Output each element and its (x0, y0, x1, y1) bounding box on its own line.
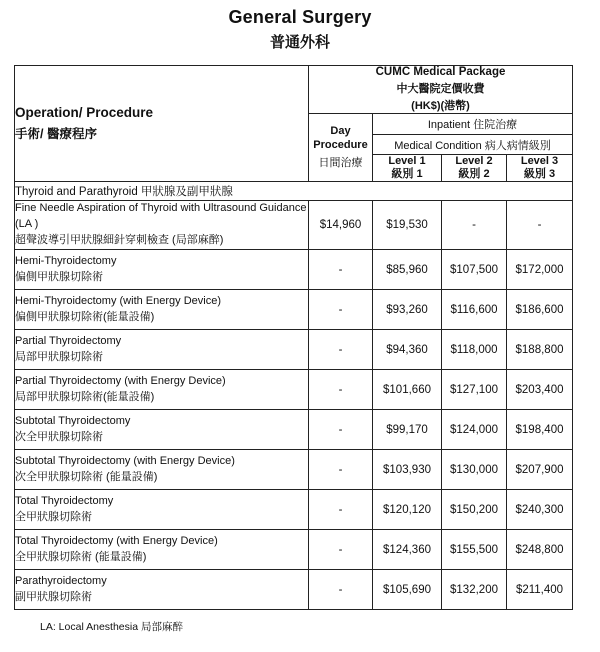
price-level3: $186,600 (507, 290, 573, 330)
price-level3: $240,300 (507, 490, 573, 530)
header-operation-zh: 手術/ 醫療程序 (15, 127, 97, 142)
price-day: - (309, 250, 373, 290)
table-row (15, 370, 573, 410)
procedure-name-zh: 偏側甲狀腺切除術 (15, 270, 103, 283)
procedure-name (15, 410, 309, 450)
price-level3: $198,400 (507, 410, 573, 450)
procedure-name (15, 530, 309, 570)
header-day-procedure (309, 114, 373, 182)
header-day-line1: Day (330, 125, 351, 138)
procedure-name-zh: 全甲狀腺切除術 (15, 510, 92, 523)
procedure-name-en: Subtotal Thyroidectomy (with Energy Device) (15, 454, 235, 467)
procedure-name-zh: 超聲波導引甲狀腺細針穿刺檢查 (局部麻醉) (15, 234, 224, 247)
header-operation-en: Operation/ Procedure (15, 105, 154, 121)
price-level2: $124,000 (442, 410, 507, 450)
price-level1: $103,930 (373, 450, 442, 490)
price-day: - (309, 450, 373, 490)
procedure-name-en: Partial Thyroidectomy (15, 334, 122, 347)
header-medical-condition: Medical Condition 病人病情級別 (373, 135, 573, 155)
table-row (15, 450, 573, 490)
price-day: - (309, 490, 373, 530)
price-level2: $130,000 (442, 450, 507, 490)
procedure-name-en: Total Thyroidectomy (15, 494, 114, 507)
price-level2: $116,600 (442, 290, 507, 330)
price-level2: - (442, 201, 507, 250)
procedure-name-en: Hemi-Thyroidectomy (15, 254, 117, 267)
table-row (15, 250, 573, 290)
price-level2: $150,200 (442, 490, 507, 530)
procedure-name-zh: 全甲狀腺切除術 (能量設備) (15, 550, 147, 563)
level1-en: Level 1 (388, 155, 426, 167)
header-level-3 (507, 155, 573, 182)
price-level3: $188,800 (507, 330, 573, 370)
header-operation-procedure (15, 66, 309, 182)
price-level3: $248,800 (507, 530, 573, 570)
table-row (15, 290, 573, 330)
price-day: - (309, 530, 373, 570)
procedure-name-en: Hemi-Thyroidectomy (with Energy Device) (15, 294, 221, 307)
price-level1: $85,960 (373, 250, 442, 290)
header-level-1 (373, 155, 442, 182)
table-row (15, 201, 573, 250)
procedure-name (15, 450, 309, 490)
procedure-name (15, 201, 309, 250)
header-day-zh: 日間治療 (318, 156, 363, 169)
procedure-name-en: Subtotal Thyroidectomy (15, 414, 131, 427)
procedure-name (15, 250, 309, 290)
procedure-name-zh: 局部甲狀腺切除術(能量設備) (15, 390, 155, 403)
header-package-line3: (HK$)(港幣) (411, 100, 470, 112)
procedure-name-en: Total Thyroidectomy (with Energy Device) (15, 534, 218, 547)
price-level2: $132,200 (442, 570, 507, 610)
level3-en: Level 3 (520, 155, 559, 167)
section-row (15, 182, 573, 201)
level2-en: Level 2 (455, 155, 493, 167)
price-level3: $172,000 (507, 250, 573, 290)
header-level-2 (442, 155, 507, 182)
procedure-name-zh: 偏側甲狀腺切除術(能量設備) (15, 310, 155, 323)
price-day: - (309, 330, 373, 370)
price-level1: $124,360 (373, 530, 442, 570)
procedure-name (15, 370, 309, 410)
fees-table (14, 65, 573, 610)
page-title-english: General Surgery (228, 7, 372, 27)
price-level2: $127,100 (442, 370, 507, 410)
price-level1: $94,360 (373, 330, 442, 370)
table-row (15, 490, 573, 530)
price-level1: $101,660 (373, 370, 442, 410)
procedure-name-zh: 局部甲狀腺切除術 (15, 350, 103, 363)
procedure-name-zh: 次全甲狀腺切除術 (能量設備) (15, 470, 158, 483)
table-row (15, 570, 573, 610)
price-level1: $19,530 (373, 201, 442, 250)
header-package-line1: CUMC Medical Package (375, 66, 506, 78)
header-inpatient: Inpatient 住院治療 (373, 114, 573, 135)
price-day: - (309, 370, 373, 410)
section-title: Thyroid and Parathyroid 甲狀腺及副甲狀腺 (15, 182, 573, 201)
price-level3: $207,900 (507, 450, 573, 490)
procedure-name (15, 290, 309, 330)
procedure-name (15, 330, 309, 370)
header-cumc-package (309, 66, 573, 114)
procedure-name-en: Parathyroidectomy (15, 574, 107, 587)
page-title (0, 7, 600, 52)
table-row (15, 530, 573, 570)
price-level3: - (507, 201, 573, 250)
footnote-la-local-anesthesia: LA: Local Anesthesia 局部麻醉 (40, 621, 183, 634)
price-level2: $107,500 (442, 250, 507, 290)
level3-zh: 級別 3 (523, 168, 556, 181)
price-day: - (309, 570, 373, 610)
price-level3: $203,400 (507, 370, 573, 410)
price-level2: $118,000 (442, 330, 507, 370)
price-level2: $155,500 (442, 530, 507, 570)
procedure-name-zh: 次全甲狀腺切除術 (15, 430, 103, 443)
procedure-name-zh: 副甲狀腺切除術 (15, 590, 92, 603)
price-day: - (309, 410, 373, 450)
level2-zh: 級別 2 (458, 168, 490, 181)
procedure-name (15, 490, 309, 530)
price-level1: $99,170 (373, 410, 442, 450)
table-row (15, 330, 573, 370)
header-day-line2: Procedure (313, 139, 368, 152)
price-level1: $120,120 (373, 490, 442, 530)
procedure-name (15, 570, 309, 610)
price-level1: $105,690 (373, 570, 442, 610)
level1-zh: 級別 1 (391, 168, 423, 181)
table-row (15, 410, 573, 450)
page-title-chinese: 普通外科 (269, 34, 330, 51)
procedure-name-en: Partial Thyroidectomy (with Energy Device) (15, 374, 226, 387)
procedure-name-en: Fine Needle Aspiration of Thyroid with Ultrasound Guidance (LA ) (15, 202, 307, 231)
header-row-package (15, 66, 573, 114)
price-day: $14,960 (309, 201, 373, 250)
header-package-line2: 中大醫院定價收費 (396, 83, 485, 95)
price-level3: $211,400 (507, 570, 573, 610)
price-level1: $93,260 (373, 290, 442, 330)
price-day: - (309, 290, 373, 330)
